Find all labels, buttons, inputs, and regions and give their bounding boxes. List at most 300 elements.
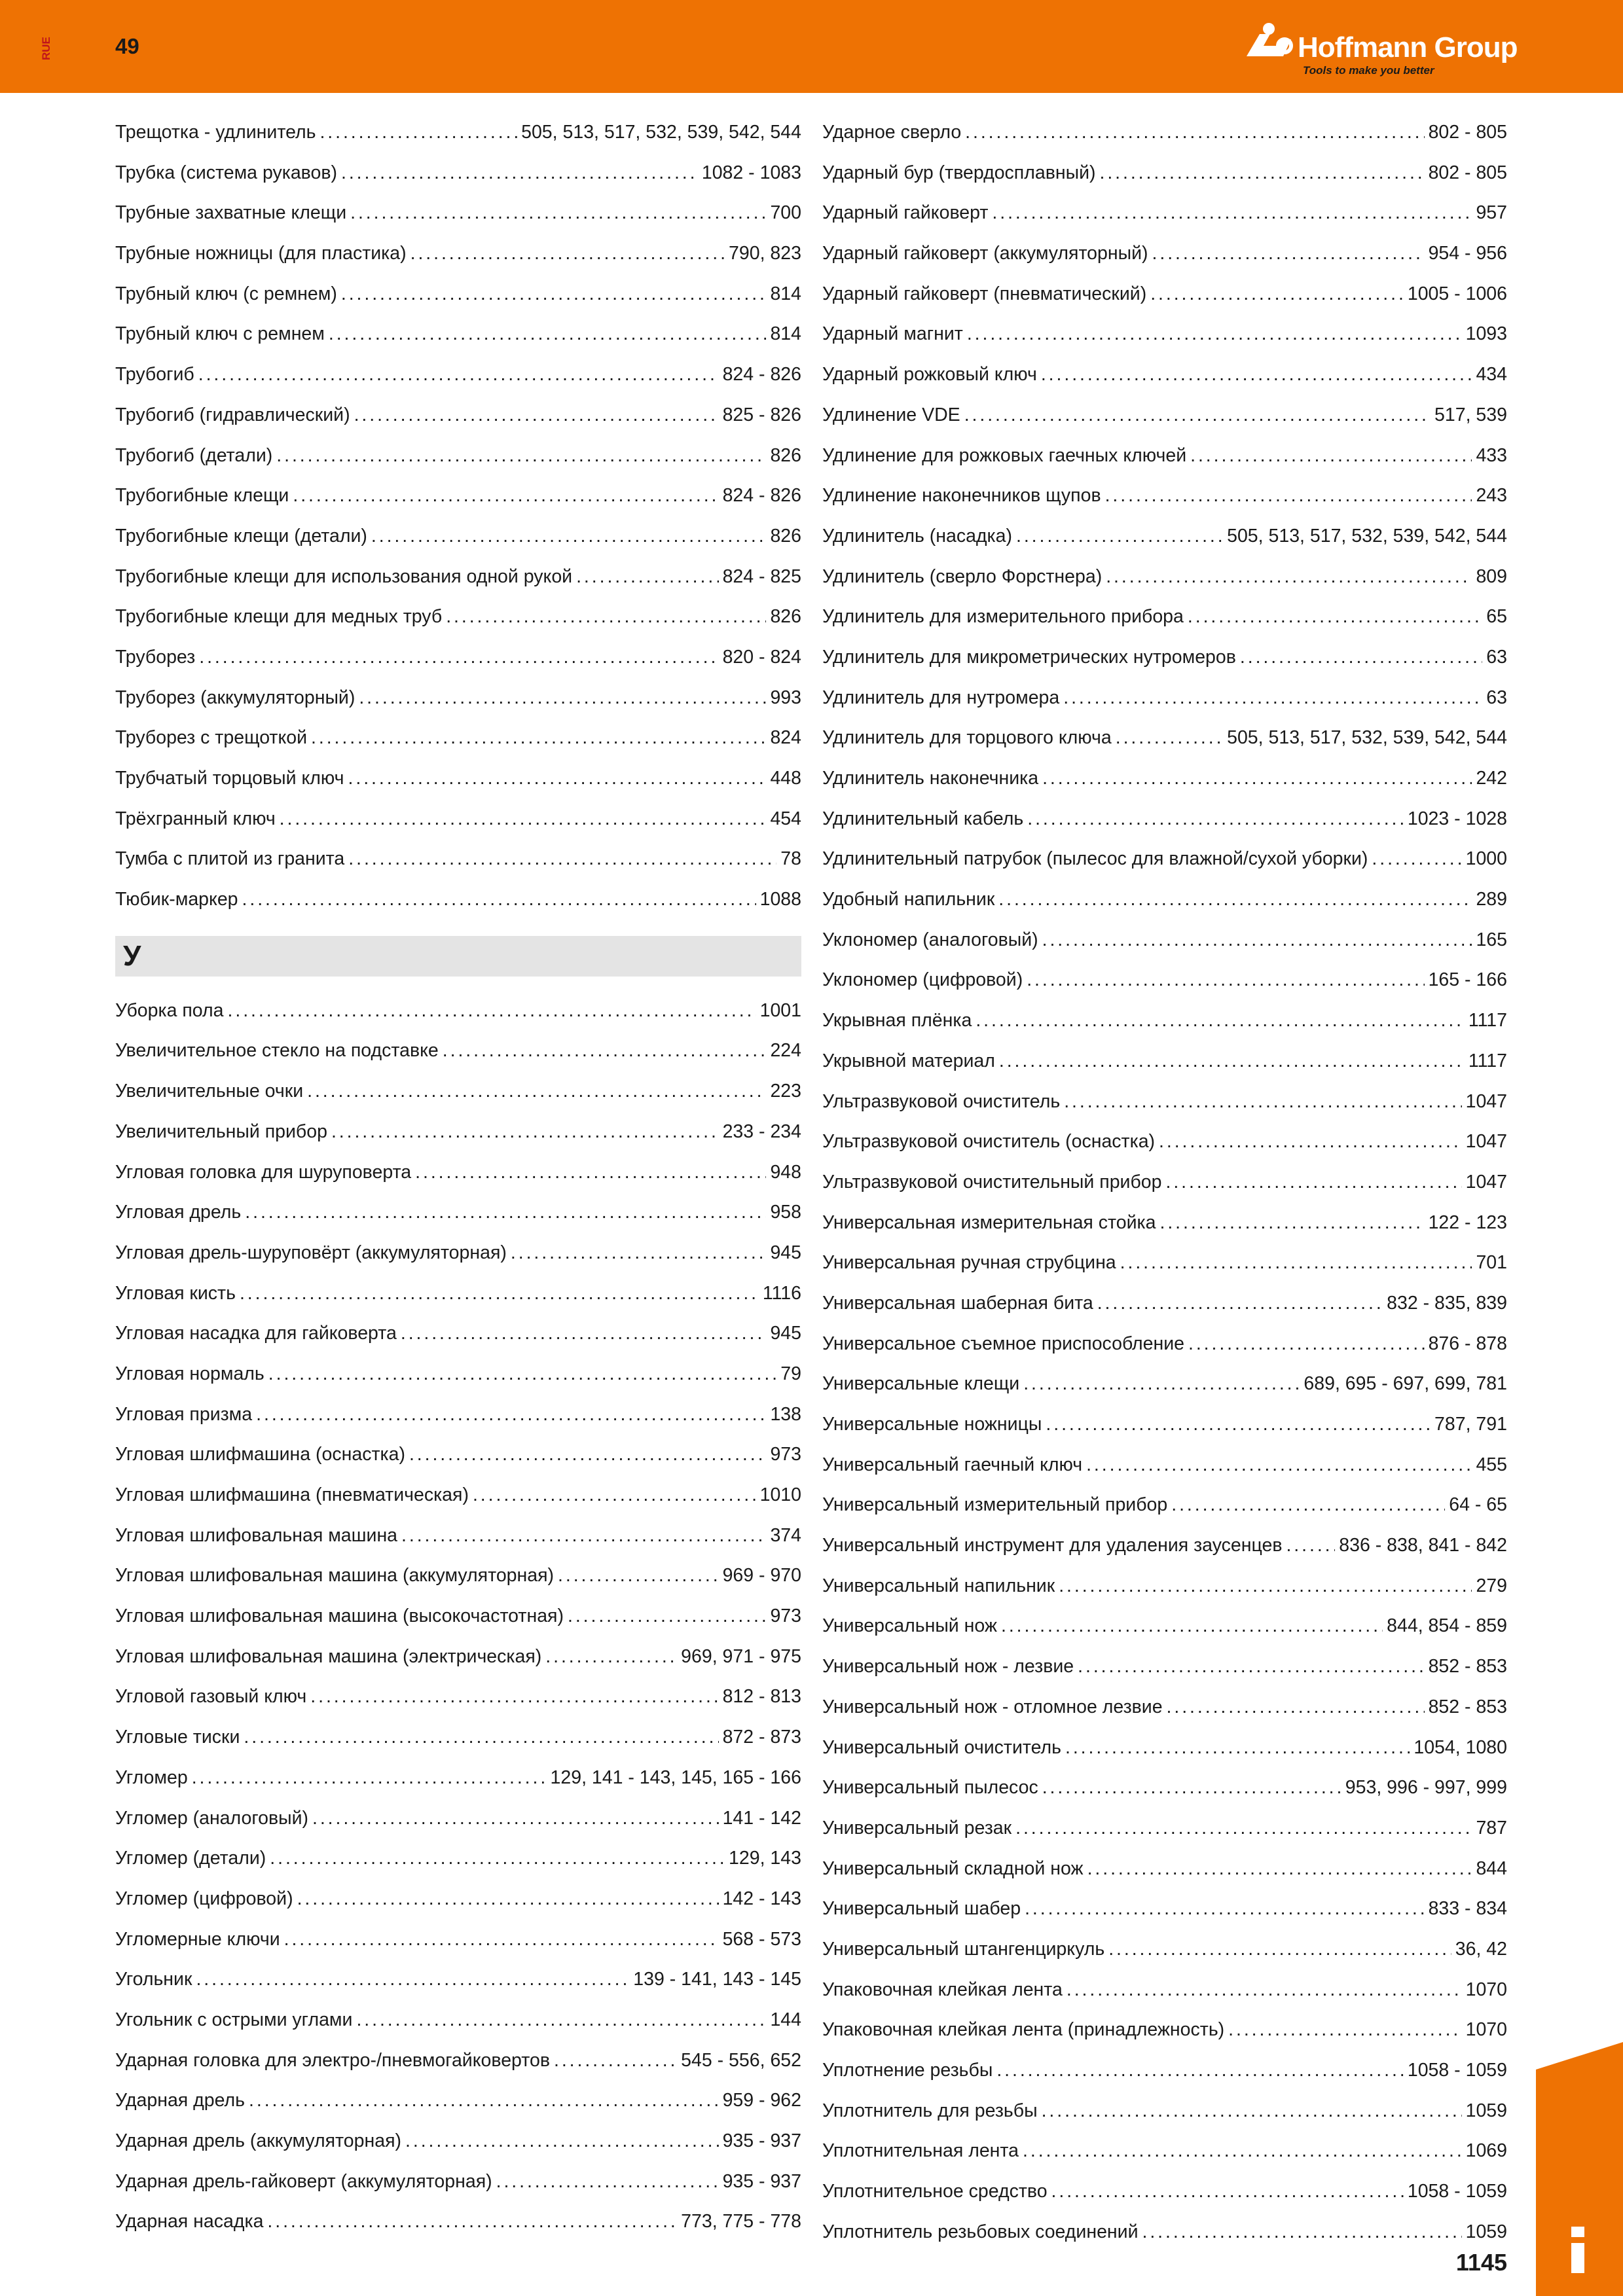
index-entry — [822, 2091, 1507, 2132]
dot-leader — [1046, 1405, 1431, 1445]
entry-pages: 36, 42 — [1455, 1938, 1507, 1960]
entry-pages: 935 - 937 — [722, 2170, 801, 2192]
dot-leader — [293, 476, 718, 516]
entry-pages: 63 — [1486, 687, 1507, 708]
entry-term: Ударный гайковерт — [822, 202, 989, 224]
dot-leader — [1165, 1162, 1461, 1203]
entry-pages: 814 — [770, 323, 801, 345]
dot-leader — [329, 314, 767, 355]
dot-leader — [284, 1920, 719, 1960]
entry-term: Трубный ключ с ремнем — [115, 323, 325, 345]
entry-pages: 826 — [770, 606, 801, 628]
dot-leader — [270, 1839, 725, 1879]
entry-term: Ультразвуковой очиститель (оснастка) — [822, 1131, 1156, 1153]
index-entry — [115, 1839, 801, 1879]
entry-pages: 700 — [770, 202, 801, 224]
dot-leader — [348, 759, 767, 799]
entry-term: Универсальная ручная струбцина — [822, 1252, 1116, 1274]
index-entry — [822, 1162, 1507, 1203]
dot-leader — [1228, 2010, 1461, 2051]
entry-pages: 836 - 838, 841 - 842 — [1339, 1535, 1507, 1556]
entry-term: Трубогибные клещи — [115, 485, 289, 507]
entry-term: Увеличительные очки — [115, 1081, 304, 1102]
entry-pages: 1088 — [759, 889, 801, 910]
index-entry — [115, 153, 801, 194]
entry-pages: 954 - 956 — [1428, 243, 1507, 264]
dot-leader — [1087, 1849, 1472, 1890]
index-entry — [115, 1233, 801, 1274]
entry-term: Уплотнительное средство — [822, 2181, 1048, 2202]
index-entry — [822, 678, 1507, 719]
entry-term: Ультразвуковой очиститель — [822, 1090, 1061, 1112]
entry-pages: 79 — [780, 1363, 801, 1384]
dot-leader — [1116, 718, 1223, 759]
index-entry — [115, 1031, 801, 1071]
entry-term: Тюбик-маркер — [115, 889, 238, 910]
entry-pages: 1058 - 1059 — [1407, 2181, 1507, 2202]
entry-term: Увеличительный прибор — [115, 1121, 327, 1142]
entry-term: Удлинитель наконечника — [822, 768, 1039, 789]
dot-leader — [199, 637, 718, 678]
index-entry — [822, 476, 1507, 516]
entry-term: Увеличительное стекло на подставке — [115, 1040, 439, 1062]
entry-term: Универсальный шабер — [822, 1898, 1021, 1920]
index-entry — [115, 2202, 801, 2242]
entry-term: Трубогибные клещи для медных труб — [115, 606, 443, 628]
dot-leader — [1120, 1243, 1472, 1283]
entry-term: Уплотнительная лента — [822, 2140, 1019, 2162]
dot-leader — [319, 113, 517, 153]
entry-term: Трубчатый торцовый ключ — [115, 768, 344, 789]
entry-pages: 1070 — [1465, 1979, 1507, 2000]
index-entry — [115, 1475, 801, 1516]
entry-pages: 993 — [770, 687, 801, 708]
entry-term: Угловая кисть — [115, 1282, 236, 1304]
index-column-left — [115, 113, 801, 2242]
dot-leader — [473, 1475, 756, 1516]
entry-term: Удлинение для рожковых гаечных ключей — [822, 444, 1187, 466]
dot-leader — [999, 1041, 1465, 1082]
entry-pages: 945 — [770, 1242, 801, 1263]
dot-leader — [307, 1071, 766, 1112]
dot-leader — [409, 1435, 767, 1475]
entry-pages: 958 — [770, 1202, 801, 1223]
index-entry — [822, 880, 1507, 920]
index-entry — [822, 395, 1507, 436]
entry-term: Трещотка - удлинитель — [115, 122, 316, 143]
entry-term: Угломер — [115, 1767, 188, 1788]
entry-term: Угловая призма — [115, 1403, 253, 1425]
index-entry — [822, 637, 1507, 678]
entry-pages: 243 — [1476, 485, 1507, 507]
entry-pages: 1069 — [1465, 2140, 1507, 2162]
dot-leader — [240, 1274, 759, 1314]
index-entry — [822, 1889, 1507, 1929]
entry-pages: 701 — [1476, 1252, 1507, 1274]
entry-pages: 787 — [1476, 1817, 1507, 1839]
dot-leader — [1100, 153, 1425, 194]
index-entry — [822, 113, 1507, 153]
entry-pages: 64 - 65 — [1449, 1494, 1507, 1516]
dot-leader — [1042, 1768, 1341, 1808]
dot-leader — [359, 678, 766, 719]
entry-term: Труборез с трещоткой — [115, 727, 308, 749]
dot-leader — [401, 1516, 766, 1556]
index-entry — [822, 355, 1507, 395]
index-entry — [115, 1596, 801, 1637]
entry-term: Универсальный складной нож — [822, 1857, 1084, 1879]
dot-leader — [1142, 2212, 1462, 2253]
entry-pages: 279 — [1476, 1575, 1507, 1596]
dot-leader — [415, 1153, 766, 1193]
entry-term: Ударный гайковерт (пневматический) — [822, 283, 1147, 304]
index-entry — [115, 1717, 801, 1758]
entry-term: Угловая головка для шуруповерта — [115, 1161, 412, 1183]
entry-pages: 826 — [770, 444, 801, 466]
info-side-tab — [1536, 2042, 1623, 2296]
dot-leader — [1286, 1526, 1335, 1566]
entry-pages: 129, 143 — [729, 1848, 801, 1869]
entry-pages: 825 - 826 — [722, 404, 801, 425]
dot-leader — [268, 1354, 777, 1395]
index-entry — [822, 1324, 1507, 1365]
dot-leader — [1042, 920, 1472, 961]
index-entry — [822, 1606, 1507, 1647]
entry-pages: 820 - 824 — [722, 646, 801, 668]
index-entry — [115, 314, 801, 355]
entry-pages: 1023 - 1028 — [1407, 808, 1507, 829]
entry-pages: 852 - 853 — [1428, 1656, 1507, 1677]
dot-leader — [280, 799, 767, 840]
entry-pages: 787, 791 — [1434, 1414, 1507, 1435]
entry-pages: 1001 — [759, 999, 801, 1021]
hoffmann-group-logo — [1244, 18, 1519, 84]
entry-pages: 374 — [770, 1524, 801, 1546]
dot-leader — [192, 1758, 547, 1799]
entry-pages: 242 — [1476, 768, 1507, 789]
index-entry — [115, 597, 801, 637]
dot-leader — [1051, 2172, 1404, 2212]
entry-term: Ударный магнит — [822, 323, 963, 345]
entry-pages: 1082 - 1083 — [701, 162, 801, 183]
dot-leader — [967, 314, 1462, 355]
index-entry — [822, 1445, 1507, 1486]
entry-pages: 505, 513, 517, 532, 539, 542, 544 — [521, 122, 801, 143]
dot-leader — [228, 991, 756, 1031]
entry-pages: 948 — [770, 1161, 801, 1183]
entry-pages: 1117 — [1468, 1010, 1507, 1031]
entry-pages: 454 — [770, 808, 801, 829]
entry-term: Трубогиб (детали) — [115, 444, 273, 466]
dot-leader — [1041, 355, 1472, 395]
index-entry — [822, 153, 1507, 194]
index-entry — [115, 1395, 801, 1435]
entry-term: Ударный гайковерт (аккумуляторный) — [822, 243, 1148, 264]
index-entry — [115, 799, 801, 840]
entry-pages: 1000 — [1465, 848, 1507, 870]
entry-term: Универсальный нож - отломное лезвие — [822, 1696, 1163, 1717]
dot-leader — [1097, 1283, 1383, 1324]
entry-pages: 505, 513, 517, 532, 539, 542, 544 — [1227, 727, 1507, 749]
dot-leader — [558, 1556, 719, 1596]
entry-pages: 1005 - 1006 — [1407, 283, 1507, 304]
entry-term: Угломер (аналоговый) — [115, 1807, 308, 1829]
dot-leader — [276, 436, 766, 476]
entry-term: Уплотнение резьбы — [822, 2060, 993, 2081]
entry-term: Укрывная плёнка — [822, 1010, 972, 1031]
entry-pages: 824 - 826 — [722, 364, 801, 386]
dot-leader — [1106, 557, 1472, 598]
entry-term: Универсальная измерительная стойка — [822, 1211, 1156, 1233]
entry-pages: 1117 — [1468, 1050, 1507, 1071]
entry-pages: 517, 539 — [1434, 404, 1507, 425]
entry-term: Трубные ножницы (для пластика) — [115, 243, 407, 264]
entry-pages: 144 — [770, 2009, 801, 2030]
dot-leader — [996, 2051, 1404, 2091]
entry-term: Универсальные ножницы — [822, 1414, 1042, 1435]
entry-term: Угловая дрель — [115, 1202, 242, 1223]
entry-pages: 448 — [770, 768, 801, 789]
entry-pages: 545 - 556, 652 — [681, 2049, 801, 2071]
index-entry — [822, 1687, 1507, 1728]
entry-term: Угловые тиски — [115, 1727, 240, 1748]
index-entry — [115, 1516, 801, 1556]
index-entry — [115, 355, 801, 395]
dot-leader — [1016, 516, 1223, 557]
entry-term: Универсальный нож - лезвие — [822, 1656, 1074, 1677]
entry-term: Ударный бур (твердосплавный) — [822, 162, 1096, 183]
entry-pages: 773, 775 - 778 — [681, 2211, 801, 2233]
entry-term: Уборка пола — [115, 999, 224, 1021]
index-entry — [115, 2162, 801, 2202]
entry-pages: 969, 971 - 975 — [681, 1645, 801, 1667]
index-entry — [115, 1274, 801, 1314]
entry-term: Трубные захватные клещи — [115, 202, 347, 224]
entry-pages: 289 — [1476, 889, 1507, 910]
page-number: 1145 — [1455, 2249, 1507, 2276]
index-entry — [115, 516, 801, 557]
dot-leader — [401, 1314, 767, 1354]
index-entry — [822, 1364, 1507, 1405]
index-entry — [822, 597, 1507, 637]
entry-term: Угловая шлифмашина (пневматическая) — [115, 1484, 469, 1505]
dot-leader — [1059, 1566, 1472, 1607]
index-entry — [822, 1041, 1507, 1082]
entry-term: Угловая шлифовальная машина (аккумуляторная) — [115, 1565, 555, 1587]
entry-term: Универсальная шаберная бита — [822, 1292, 1093, 1314]
entry-pages: 1059 — [1465, 2100, 1507, 2121]
dot-leader — [371, 516, 767, 557]
entry-pages: 876 - 878 — [1428, 1333, 1507, 1354]
index-entry — [822, 234, 1507, 274]
index-entry — [822, 1283, 1507, 1324]
index-entry — [115, 1960, 801, 2000]
index-list-u — [115, 991, 801, 2242]
entry-term: Трубный ключ (с ремнем) — [115, 283, 337, 304]
index-entry — [822, 1203, 1507, 1244]
entry-pages: 223 — [770, 1081, 801, 1102]
entry-term: Упаковочная клейкая лента (принадлежность) — [822, 2019, 1225, 2041]
entry-term: Трубка (система рукавов) — [115, 162, 337, 183]
index-entry — [822, 314, 1507, 355]
dot-leader — [1078, 1647, 1424, 1687]
entry-pages: 1116 — [762, 1282, 801, 1304]
dot-leader — [354, 395, 719, 436]
dot-leader — [405, 2121, 719, 2162]
index-entry — [822, 759, 1507, 799]
dot-leader — [242, 880, 756, 920]
index-list-u-continued — [822, 113, 1507, 2252]
index-entry — [115, 1556, 801, 1596]
dot-leader — [341, 153, 698, 194]
entry-term: Удлинитель (насадка) — [822, 525, 1012, 547]
entry-term: Универсальный нож — [822, 1615, 997, 1637]
index-entry — [822, 1768, 1507, 1808]
index-entry — [822, 1405, 1507, 1445]
index-entry — [115, 1920, 801, 1960]
index-entry — [115, 436, 801, 476]
chapter-number: 49 — [115, 34, 139, 58]
dot-leader — [998, 880, 1472, 920]
dot-leader — [446, 597, 766, 637]
entry-term: Универсальный пылесос — [822, 1777, 1038, 1799]
entry-pages: 141 - 142 — [722, 1807, 801, 1829]
index-entry — [115, 1071, 801, 1112]
entry-term: Удлинительный кабель — [822, 808, 1024, 829]
index-column-right — [822, 113, 1507, 2252]
entry-term: Угловая шлифовальная машина (электрическая) — [115, 1645, 542, 1667]
entry-term: Универсальный инструмент для удаления заусенцев — [822, 1535, 1283, 1556]
dot-leader — [1188, 597, 1482, 637]
entry-term: Удлинитель для торцового ключа — [822, 727, 1112, 749]
entry-pages: 833 - 834 — [1428, 1898, 1507, 1920]
entry-term: Трубогиб — [115, 364, 194, 386]
dot-leader — [356, 2000, 766, 2041]
index-entry — [822, 1122, 1507, 1162]
entry-pages: 129, 141 - 143, 145, 165 - 166 — [550, 1767, 801, 1788]
dot-leader — [496, 2162, 719, 2202]
dot-leader — [1027, 960, 1424, 1001]
dot-leader — [312, 1799, 719, 1839]
index-entry — [115, 113, 801, 153]
index-entry — [115, 193, 801, 234]
entry-pages: 505, 513, 517, 532, 539, 542, 544 — [1227, 525, 1507, 547]
entry-pages: 973 — [770, 1605, 801, 1627]
index-entry — [822, 436, 1507, 476]
entry-term: Универсальный очиститель — [822, 1736, 1061, 1758]
index-entry — [115, 2041, 801, 2081]
index-entry — [822, 1082, 1507, 1122]
dot-leader — [198, 355, 719, 395]
dot-leader — [310, 1677, 718, 1717]
index-entry — [822, 1849, 1507, 1890]
entry-pages: 1054, 1080 — [1413, 1736, 1507, 1758]
dot-leader — [1065, 1728, 1410, 1768]
entry-term: Трубогибные клещи для использования одной рукой — [115, 565, 573, 587]
dot-leader — [1190, 436, 1472, 476]
info-icon-dot — [1571, 2227, 1584, 2237]
index-entry — [115, 476, 801, 516]
entry-term: Универсальный штангенциркуль — [822, 1938, 1105, 1960]
entry-term: Удлинение VDE — [822, 404, 960, 425]
index-entry — [115, 678, 801, 719]
entry-term: Трёхгранный ключ — [115, 808, 276, 829]
entry-pages: 139 - 141, 143 - 145 — [633, 1969, 801, 1990]
index-entry — [822, 516, 1507, 557]
entry-term: Угловая шлифовальная машина — [115, 1524, 398, 1546]
entry-term: Ударная насадка — [115, 2211, 264, 2233]
index-entry — [115, 991, 801, 1031]
entry-term: Угловой газовый ключ — [115, 1686, 307, 1708]
entry-pages: 802 - 805 — [1428, 162, 1507, 183]
entry-term: Универсальный напильник — [822, 1575, 1055, 1596]
entry-pages: 433 — [1476, 444, 1507, 466]
index-entry — [822, 2131, 1507, 2172]
entry-term: Универсальный резак — [822, 1817, 1012, 1839]
dot-leader — [311, 718, 766, 759]
index-entry — [115, 274, 801, 315]
entry-pages: 233 - 234 — [722, 1121, 801, 1142]
dot-leader — [1025, 1889, 1424, 1929]
entry-term: Ударная дрель (аккумуляторная) — [115, 2130, 402, 2151]
dot-leader — [256, 1395, 766, 1435]
entry-term: Удлинитель для микрометрических нутромеров — [822, 646, 1236, 668]
entry-term: Удлинитель (сверло Форстнера) — [822, 565, 1103, 587]
index-entry — [822, 274, 1507, 315]
entry-pages: 455 — [1476, 1454, 1507, 1475]
entry-pages: 832 - 835, 839 — [1387, 1292, 1507, 1314]
entry-term: Универсальные клещи — [822, 1373, 1020, 1395]
entry-term: Угловая шлифмашина (оснастка) — [115, 1444, 405, 1465]
entry-pages: 1010 — [759, 1484, 801, 1505]
entry-term: Ультразвуковой очистительный прибор — [822, 1171, 1162, 1193]
entry-term: Уплотнитель резьбовых соединений — [822, 2221, 1139, 2242]
index-entry — [822, 193, 1507, 234]
entry-pages: 872 - 873 — [722, 1727, 801, 1748]
dot-leader — [1108, 1929, 1451, 1970]
index-entry — [822, 1243, 1507, 1283]
entry-pages: 142 - 143 — [722, 1888, 801, 1909]
index-entry — [115, 1879, 801, 1920]
entry-term: Труборез (аккумуляторный) — [115, 687, 356, 708]
dot-leader — [297, 1879, 719, 1920]
entry-pages: 568 - 573 — [722, 1928, 801, 1950]
dot-leader — [1086, 1445, 1472, 1486]
dot-leader — [964, 395, 1431, 436]
entry-term: Угломерные ключи — [115, 1928, 280, 1950]
index-entry — [115, 718, 801, 759]
index-entry — [822, 557, 1507, 598]
entry-pages: 1047 — [1465, 1131, 1507, 1153]
dot-leader — [1064, 1082, 1461, 1122]
entry-term: Угловая нормаль — [115, 1363, 264, 1384]
entry-pages: 1058 - 1059 — [1407, 2060, 1507, 2081]
index-entry — [822, 1647, 1507, 1687]
entry-term: Угломер (детали) — [115, 1848, 266, 1869]
entry-pages: 1070 — [1465, 2019, 1507, 2041]
index-entry — [822, 1970, 1507, 2011]
entry-pages: 1093 — [1465, 323, 1507, 345]
entry-term: Угольник с острыми углами — [115, 2009, 353, 2030]
entry-term: Угловая шлифовальная машина (высокочастотная) — [115, 1605, 564, 1627]
dot-leader — [554, 2041, 677, 2081]
logo-tagline: Tools to make you better — [1303, 64, 1434, 77]
index-entry — [822, 839, 1507, 880]
entry-pages: 826 — [770, 525, 801, 547]
entry-term: Укрывной материал — [822, 1050, 995, 1071]
dot-leader — [511, 1233, 767, 1274]
dot-leader — [443, 1031, 767, 1071]
